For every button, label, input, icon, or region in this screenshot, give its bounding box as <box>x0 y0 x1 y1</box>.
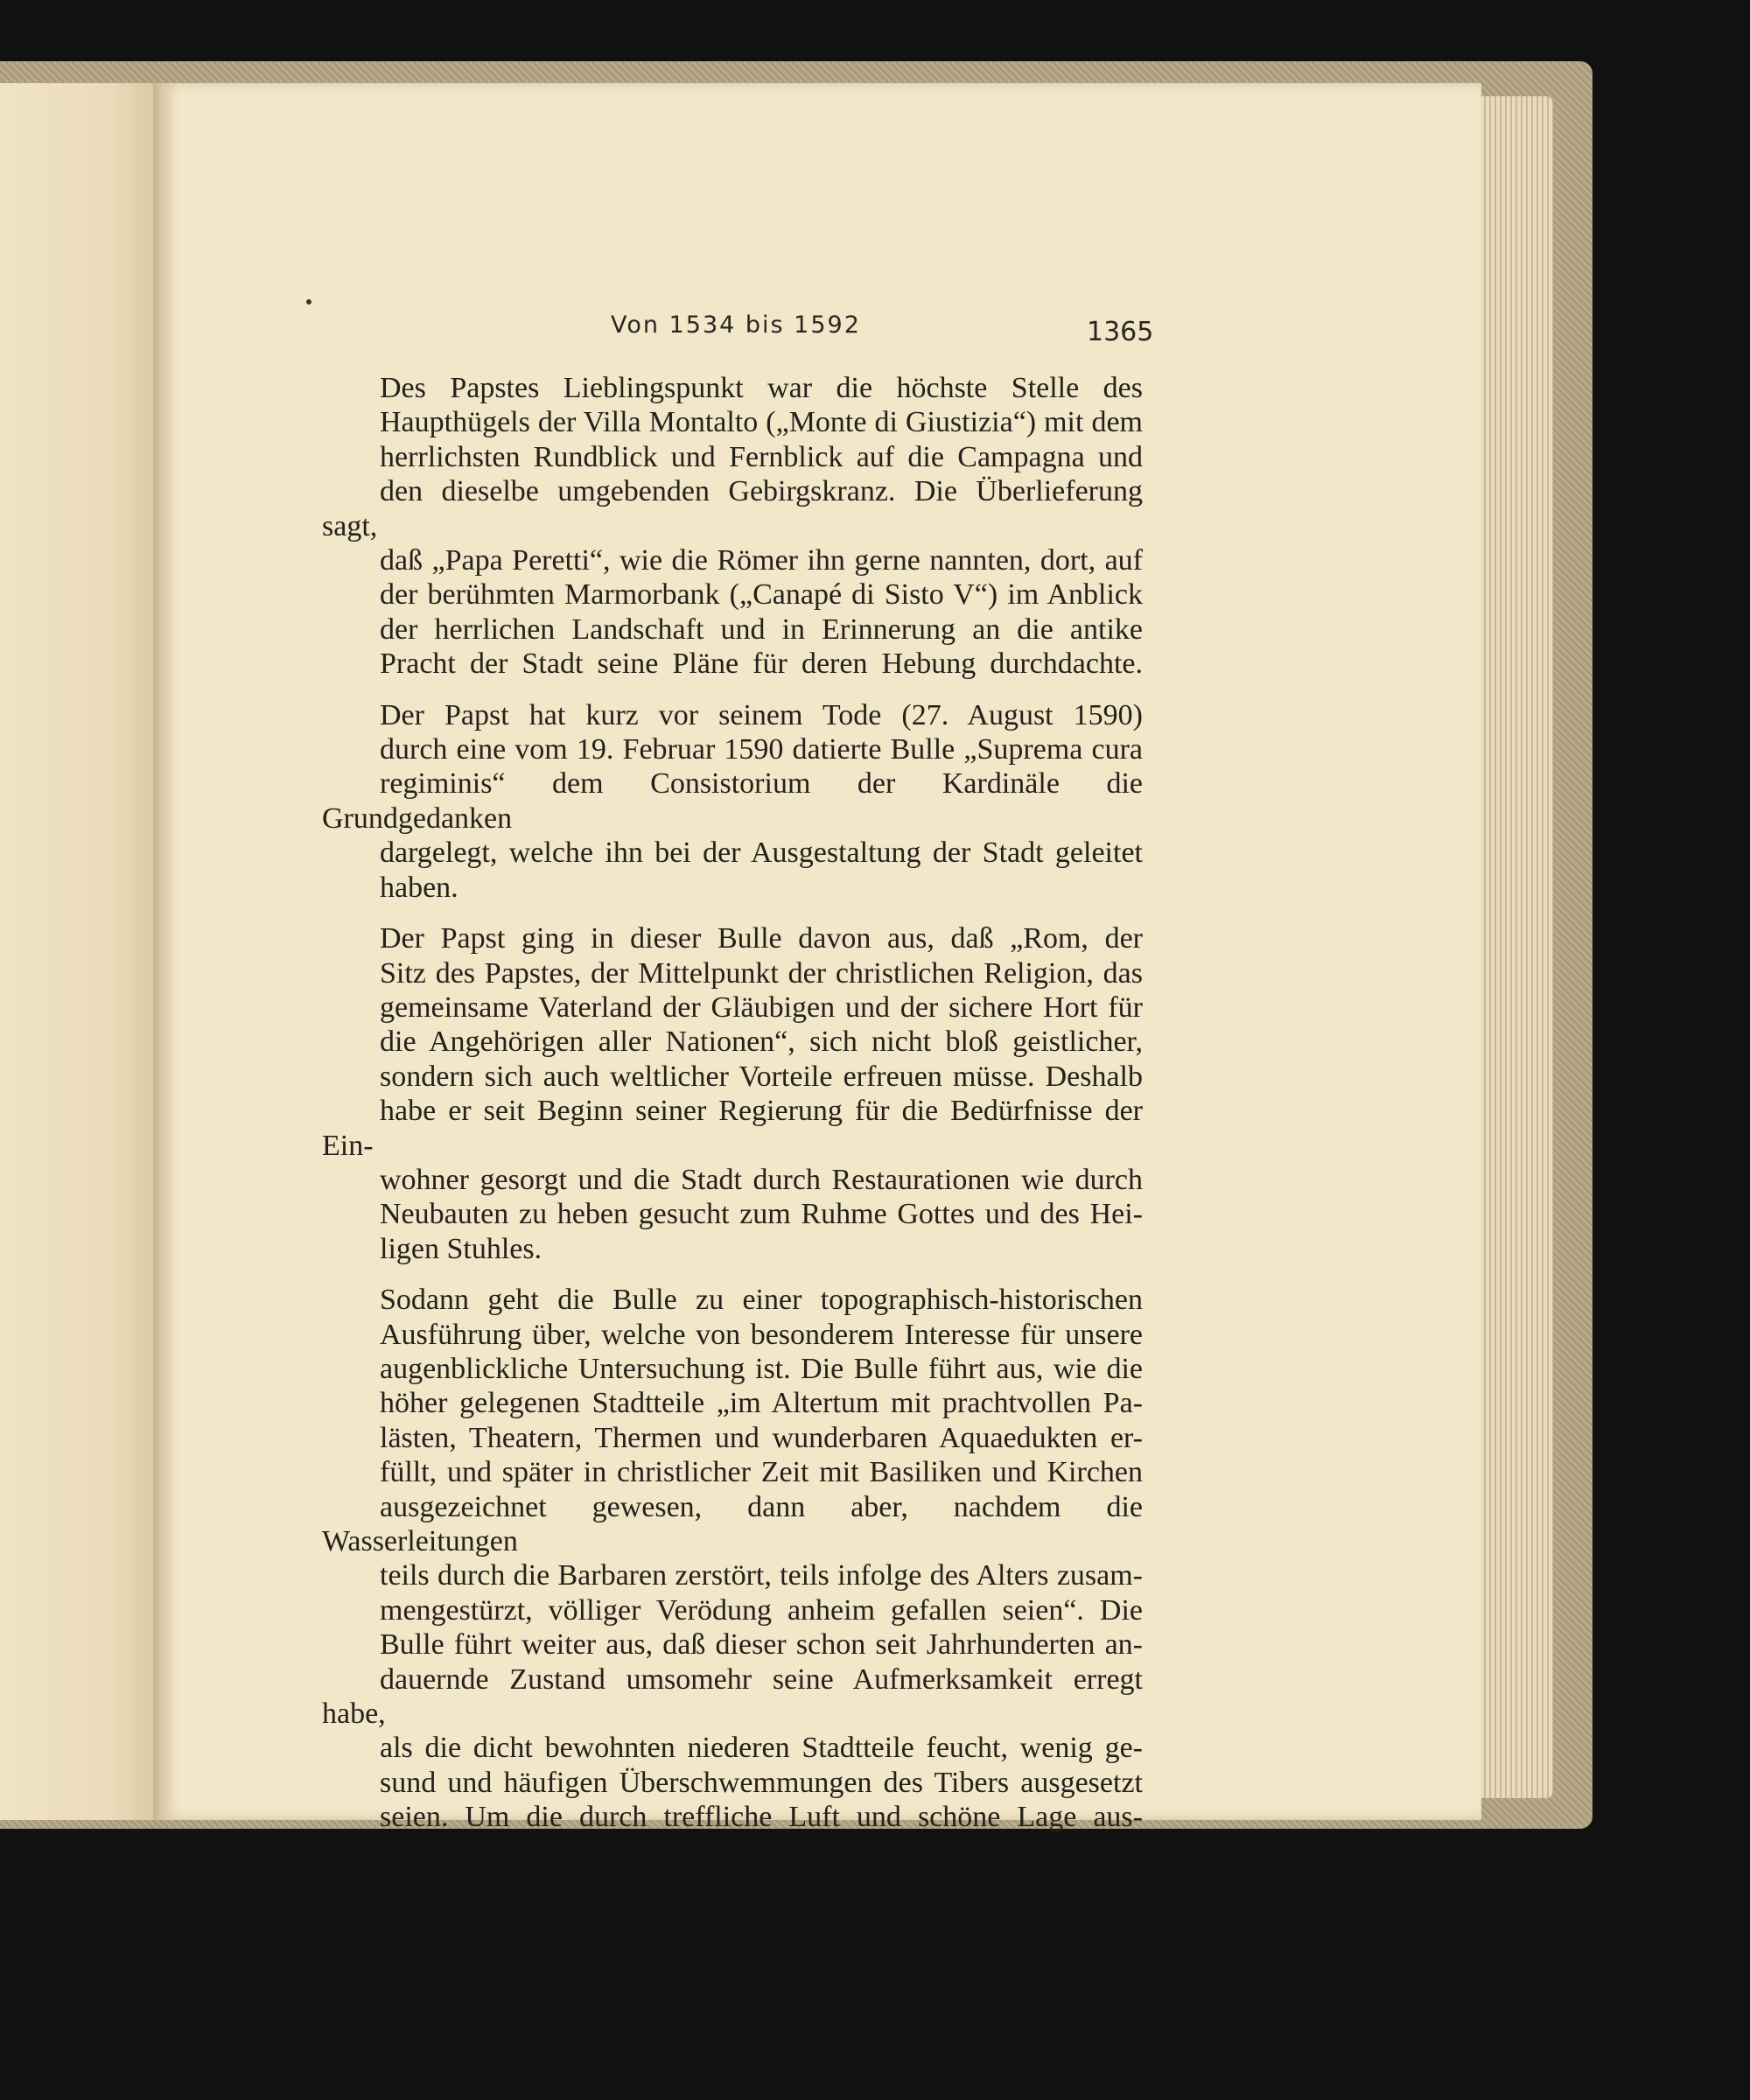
text-line: daß „Papa Peretti“, wie die Römer ihn gerne nannten, dort, auf <box>380 544 1143 578</box>
text-line: wohner gesorgt und die Stadt durch Restaurationen wie durch <box>380 1163 1143 1196</box>
text-line: Der Papst ging in dieser Bulle davon aus, daß „Rom, der <box>380 922 1143 956</box>
text-line: sund und häufigen Überschwemmungen des Tibers ausgesetzt <box>380 1766 1143 1799</box>
left-page <box>0 83 159 1820</box>
text-line: seien. Um die durch treffliche Luft und schöne Lage aus- <box>380 1801 1143 1834</box>
paragraph-4 <box>322 1283 1143 1835</box>
running-head-title: Von 1534 bis 1592 <box>611 312 861 339</box>
text-line: sondern sich auch weltlicher Vorteile erfreuen müsse. Deshalb <box>380 1060 1143 1093</box>
paragraph-3 <box>322 921 1143 1266</box>
text-line: Der Papst hat kurz vor seinem Tode (27. August 1590) <box>380 698 1143 732</box>
text-line: Bulle führt weiter aus, daß dieser schon seit Jahrhunderten an- <box>380 1628 1143 1662</box>
text-line: herrlichsten Rundblick und Fernblick auf die Campagna und <box>380 440 1143 473</box>
text-line: als die dicht bewohnten niederen Stadtteile feucht, wenig ge- <box>380 1732 1143 1765</box>
text-line: höher gelegenen Stadtteile „im Altertum mit prachtvollen Pa- <box>380 1387 1143 1420</box>
page-number: 1365 <box>1087 317 1154 347</box>
paragraph-1 <box>322 371 1143 682</box>
text-line: gemeinsame Vaterland der Gläubigen und der sichere Hort für <box>380 990 1143 1024</box>
text-line: Pracht der Stadt seine Pläne für deren Hebung durchdachte. <box>380 648 1143 681</box>
text-line: teils durch die Barbaren zerstört, teils infolge des Alters zusam- <box>380 1559 1143 1592</box>
text-line: die Angehörigen aller Nationen“, sich nicht bloß geistlicher, <box>380 1026 1143 1059</box>
text-line: Ausführung über, welche von besonderem Interesse für unsere <box>380 1318 1143 1351</box>
text-line: dauernde Zustand umsomehr seine Aufmerksamkeit erregt habe, <box>322 1662 1143 1731</box>
text-line: mengestürzt, völliger Verödung anheim gefallen seien“. Die <box>380 1593 1143 1627</box>
text-line: haben. <box>380 871 458 904</box>
text-line: dargelegt, welche ihn bei der Ausgestaltung der Stadt geleitet <box>380 836 1143 870</box>
text-line: habe er seit Beginn seiner Regierung für die Bedürfnisse der Ein- <box>322 1095 1143 1162</box>
text-line: Sodann geht die Bulle zu einer topographisch-historischen <box>380 1284 1143 1317</box>
page-block-edges <box>1470 96 1553 1798</box>
text-line: regiminis“ dem Consistorium der Kardinäle die Grundgedanken <box>322 767 1143 835</box>
text-line: den dieselbe umgebenden Gebirgskranz. Die Überlieferung sagt, <box>322 475 1143 542</box>
text-line: durch eine vom 19. Februar 1590 datierte Bulle „Suprema cura <box>380 733 1143 766</box>
text-line: der herrlichen Landschaft und in Erinnerung an die antike <box>380 612 1143 646</box>
paragraph-2 <box>322 698 1143 905</box>
page-speck <box>306 299 312 304</box>
text-line: ligen Stuhles. <box>380 1232 542 1265</box>
text-line: Des Papstes Lieblingspunkt war die höchste Stelle des <box>380 372 1143 404</box>
text-line: Haupthügels der Villa Montalto („Monte di Giustizia“) mit dem <box>380 406 1143 439</box>
text-line: Neubauten zu heben gesucht zum Ruhme Gottes und des Hei- <box>380 1198 1143 1231</box>
text-line: füllt, und später in christlicher Zeit mit Basiliken und Kirchen <box>380 1456 1143 1489</box>
text-line: augenblickliche Untersuchung ist. Die Bulle führt aus, wie die <box>380 1352 1143 1385</box>
body-text <box>322 371 1143 1852</box>
text-line: ausgezeichnet gewesen, dann aber, nachdem die Wasserleitungen <box>322 1490 1143 1558</box>
text-line: lästen, Theatern, Thermen und wunderbaren Aquaedukten er- <box>380 1421 1143 1454</box>
text-line: der berühmten Marmorbank („Canapé di Sisto V“) im Anblick <box>380 578 1143 612</box>
text-line: Sitz des Papstes, der Mittelpunkt der christlichen Religion, das <box>380 956 1143 990</box>
